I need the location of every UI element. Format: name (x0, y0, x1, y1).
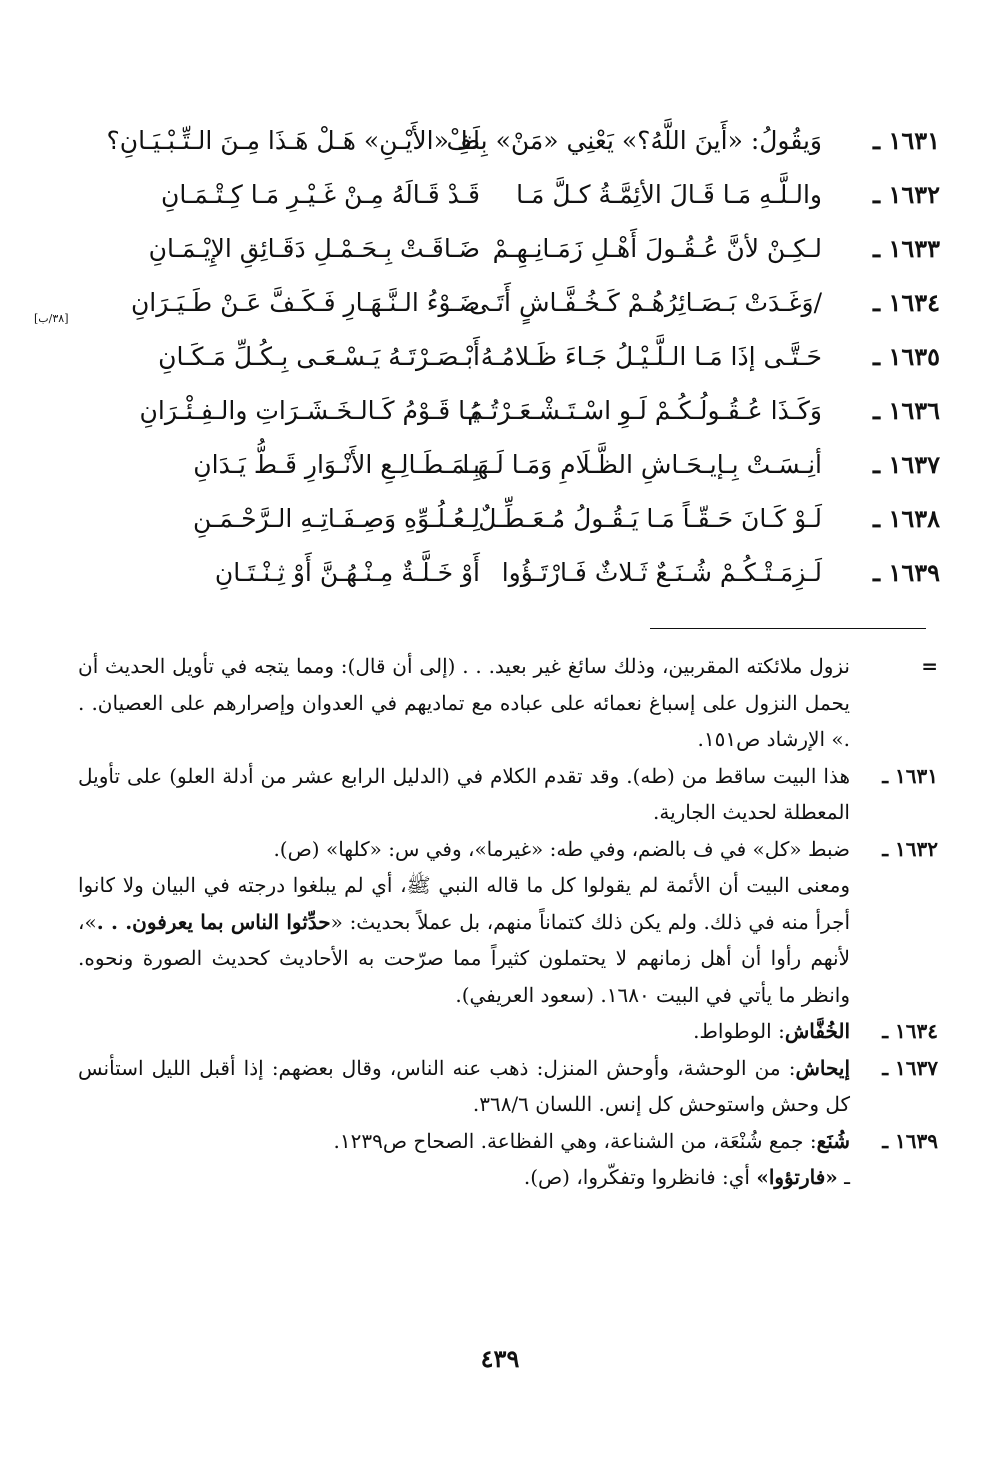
glossary-term: شُنَع (816, 1128, 850, 1153)
verse-number: ١٦٣٦ ـ (873, 396, 940, 425)
verse-1632 (70, 174, 940, 228)
verse-1639 (70, 552, 940, 606)
footnote-1634 (78, 1013, 938, 1050)
verse-first-hemistich: حَـتَّـى إذَا مَـا الـلَّـيْـلُ جَـاءَ ظَـلامُـهُ (480, 342, 822, 371)
footnotes (78, 648, 938, 1196)
verse-second-hemistich: ضَـاقَـتْ بِـحَـمْـلِ دَقَـائِقِ الإِيْـمَـانِ (148, 234, 480, 263)
footnote-1637 (78, 1050, 938, 1123)
glossary-term: «فارتؤوا» (756, 1165, 838, 1189)
footnote-text: نزول ملائكته المقربين، وذلك سائغ غير بعيد. . . (إلى أن قال): ومما يتجه في تأويل الحديث أن يحمل النزول على إسباغ نعمائه على عباده مع تماديهم في العدوان وإصرارهم على العصيان. . .» الإرشاد ص١٥١. (78, 654, 850, 751)
verse-first-hemistich: لَـوْ كَـانَ حَـقّـاً مَـا يَـقُـولُ مُـعَـطِّـلٌ (478, 504, 822, 533)
manuscript-folio-marker: [٣٨/ب] (34, 312, 69, 325)
footnote-text (78, 1050, 850, 1123)
footnote-number: ١٦٣٩ ـ (882, 1128, 938, 1153)
verse-second-hemistich: بِـمَـطَـالِـعِ الأَنْـوَارِ قَـطُّ يَـدَانِ (193, 450, 480, 479)
verse-first-hemistich: لـكِـنْ لأنَّ عُـقُـولَ أَهْـلِ زَمَـانِـهِـمْ (492, 234, 822, 263)
verse-number: ١٦٣٩ ـ (873, 558, 940, 587)
hadith-quote: حدِّثوا الناس بما يعرفون. . . (96, 909, 331, 934)
footnote-number: ١٦٣٢ ـ (882, 836, 938, 861)
footnote-text-part: ومعنى البيت أن الأئمة لم يقولوا كل ما قاله النبي ﷺ، أي لم يبلغوا درجته في البيان ولا كانوا أجرأ منه في ذلك. ولم يكن ذلك كتماناً منهم، بل عملاً بحديث: « (78, 873, 851, 934)
verse-1631 (70, 120, 940, 174)
verse-first-hemistich: /وَغَـدَتْ بَـصَـائِرُهُـمْ كَـخُـفَّـاشٍ أَتَـى (468, 288, 822, 317)
footnote-text-part: : الوطواط. (693, 1019, 785, 1043)
footnote-text-part: : جمع شُنْعَة، من الشناعة، وهي الفظاعة. الصحاح ص١٢٣٩. (333, 1128, 817, 1153)
verse-1634 (70, 282, 940, 336)
footnote-text: هذا البيت ساقط من (طه). وقد تقدم الكلام في (الدليل الرابع عشر من أدلة العلو) على تأويل المعطلة لحديث الجارية. (78, 763, 850, 824)
subnote-dash: ـ (837, 1165, 850, 1189)
verse-first-hemistich: وَيقُولُ: «أَينَ اللَّهُ؟» يَعْنِي «مَنْ» بِلَفْ (446, 126, 822, 155)
footnote-number: ١٦٣٧ ـ (882, 1055, 938, 1080)
page-number: ٤٣٩ (480, 1344, 520, 1373)
continuation-mark: = (921, 654, 938, 678)
footnote-1631 (78, 758, 938, 831)
verse-second-hemistich: ضَـوْءُ الـنَّـهَـارِ فَـكَـفَّ عَـنْ طَـيَـرَانِ (130, 288, 480, 317)
footnote-text: ضبط «كل» في ف بالضم، وفي طه: «غيرما»، وفي س: «كلها» (ص). (273, 836, 850, 861)
verse-number: ١٦٣٤ ـ (873, 288, 940, 317)
footnote-text-part: »، لأنهم رأوا أن أهل زمانهم لا يحتملون كثيراً مما صرّحت به الأحاديث كحديث الصورة ونحوه. وانظر ما يأتي في البيت ١٦٨٠. (سعود العريفي). (78, 909, 850, 1007)
glossary-term: إيحاش (795, 1055, 850, 1080)
verse-first-hemistich: وَكَـذَا عُـقُـولُـكُـمْ لَـوِ اسْـتَـشْـعَـرْتُـمُ (467, 396, 822, 425)
footnote-text-part: : من الوحشة، وأوحش المنزل: ذهب عنه الناس، وقال بعضهم: إذا أقبل الليل استأنس كل وحش واستوحش كل إنس. اللسان ٣٦٨/٦. (78, 1055, 850, 1116)
verse-1638 (70, 498, 940, 552)
verse-number: ١٦٣٧ ـ (873, 450, 940, 479)
verse-1636 (70, 390, 940, 444)
verse-second-hemistich: قَـدْ قَـالَهُ مِـنْ غَـيْـرِ مَـا كِـتْـمَـانِ (160, 180, 480, 209)
glossary-term: الخُفَّاش (784, 1019, 850, 1043)
verse-number: ١٦٣٨ ـ (873, 504, 940, 533)
poem-verses (70, 120, 940, 606)
verse-second-hemistich: يَـا قَـوْمُ كَـالـخَـشَـرَاتِ والـفِـئْـرَانِ (139, 396, 480, 425)
footnote-text (78, 867, 850, 1013)
verse-second-hemistich: لِـعُـلُـوِّهِ وَصِـفَـاتِـهِ الـرَّحْـمَـنِ (193, 504, 480, 533)
verse-1633 (70, 228, 940, 282)
verse-second-hemistich: ظِ «الأَيْـنِ» هَـلْ هَـذَا مِـنَ الـتِّـبْـيَـانِ؟ (106, 126, 480, 155)
footnote-number: ١٦٣١ ـ (882, 763, 938, 788)
footnote-1632 (78, 831, 938, 1014)
verse-second-hemistich: أَبْـصَـرْتَـهُ يَـسْـعَـى بِـكُـلِّ مَـكَـانِ (158, 342, 480, 371)
verse-number: ١٦٣٢ ـ (873, 180, 940, 209)
verse-1637 (70, 444, 940, 498)
footnote-continuation (78, 648, 938, 758)
footnote-subnote (78, 1159, 850, 1196)
footnote-text-part: أي: فانظروا وتفكّروا، (ص). (523, 1165, 757, 1189)
verse-first-hemistich: أنِـسَـتْ بِـإيـحَـاشِ الظَّـلَامِ وَمَـا لَـهَـا (462, 450, 822, 479)
footnote-separator (650, 628, 926, 629)
verse-second-hemistich: أَوْ خَـلَّـةٌ مِـنْـهُـنَّ أَوْ ثِـنْـتَـانِ (214, 558, 480, 587)
verse-1635 (70, 336, 940, 390)
verse-first-hemistich: لَـزِمَـتْـكُـمْ شُـنَـعٌ ثَـلاثٌ فَـارْتَـؤُوا (501, 558, 822, 587)
footnote-text (78, 1123, 850, 1160)
verse-number: ١٦٣١ ـ (873, 126, 940, 155)
footnote-text (78, 1013, 850, 1050)
verse-first-hemistich: والـلَّـهِ مَـا قَـالَ الأئِمَّـةُ كـلَّ مَـا (516, 180, 822, 209)
verse-number: ١٦٣٥ ـ (873, 342, 940, 371)
footnote-number: ١٦٣٤ ـ (882, 1019, 938, 1043)
footnote-1639 (78, 1123, 938, 1196)
verse-number: ١٦٣٣ ـ (873, 234, 940, 263)
